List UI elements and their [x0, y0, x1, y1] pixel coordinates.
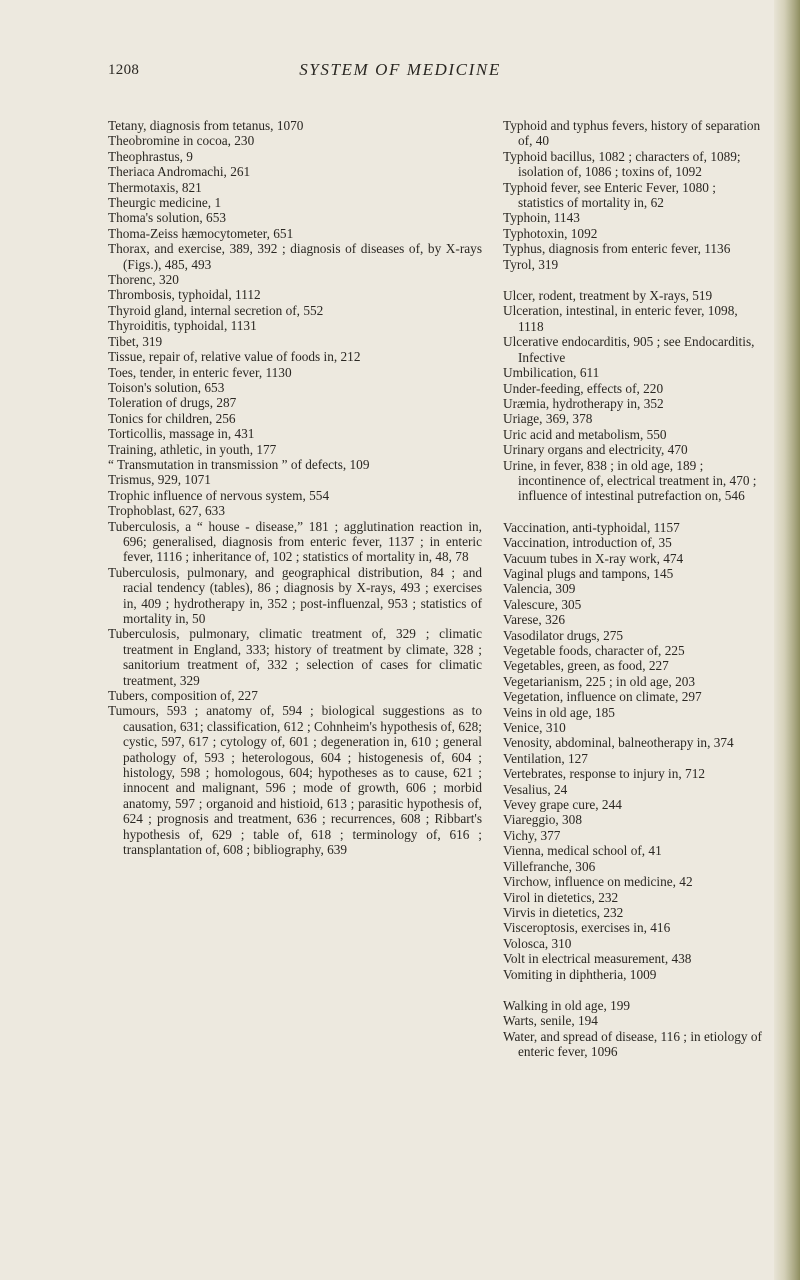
index-section [503, 998, 763, 1060]
index-entry: Viareggio, 308 [503, 812, 582, 828]
index-entry: “ Transmutation in transmission ” of defects, 109 [108, 456, 370, 472]
index-entry: Warts, senile, 194 [503, 1013, 598, 1029]
index-section [503, 288, 763, 504]
index-entry: Vegetables, green, as food, 227 [503, 658, 669, 674]
index-entry: Thrombosis, typhoidal, 1112 [108, 287, 261, 303]
index-column-right [503, 118, 763, 1076]
index-entry: Torticollis, massage in, 431 [108, 426, 255, 442]
index-entry: Tuberculosis, pulmonary, and geographical distribution, 84 ; and racial tendency (tables), 86 ; diagnosis by X-rays, 493 ; exercises in, 409 ; hydrotherapy in, 352 ; post-influenzal, 953 ; statistics of mortality in, 50 [108, 564, 482, 626]
index-entry: Volt in electrical measurement, 438 [503, 951, 692, 967]
index-entry: Ulcer, rodent, treatment by X-rays, 519 [503, 288, 713, 304]
index-entry: Vegetation, influence on climate, 297 [503, 689, 702, 705]
index-entry: Water, and spread of disease, 116 ; in etiology of enteric fever, 1096 [503, 1028, 762, 1060]
index-entry: Tissue, repair of, relative value of foods in, 212 [108, 349, 361, 365]
index-entry: Theobromine in cocoa, 230 [108, 133, 255, 149]
index-entry: Thyroid gland, internal secretion of, 552 [108, 302, 324, 318]
index-entry: Toison's solution, 653 [108, 379, 225, 395]
index-entry: Thorenc, 320 [108, 272, 179, 288]
index-entry: Vertebrates, response to injury in, 712 [503, 766, 705, 782]
index-entry: Trismus, 929, 1071 [108, 472, 211, 488]
index-entry: Valencia, 309 [503, 581, 576, 597]
index-entry: Typhus, diagnosis from enteric fever, 1136 [503, 241, 731, 257]
index-entry: Vasodilator drugs, 275 [503, 627, 624, 643]
index-entry: Training, athletic, in youth, 177 [108, 441, 277, 457]
index-entry: Ventilation, 127 [503, 750, 588, 766]
running-title: SYSTEM OF MEDICINE [299, 60, 501, 79]
index-entry: Vichy, 377 [503, 827, 561, 843]
index-entry: Toleration of drugs, 287 [108, 395, 237, 411]
index-entry: Varese, 326 [503, 612, 566, 628]
index-entry: Visceroptosis, exercises in, 416 [503, 920, 671, 936]
index-entry: Thorax, and exercise, 389, 392 ; diagnosis of diseases of, by X-rays (Figs.), 485, 493 [108, 241, 482, 272]
index-entry: Vaccination, anti-typhoidal, 1157 [503, 519, 680, 535]
index-entry: Typhoin, 1143 [503, 210, 580, 226]
index-section [108, 118, 482, 858]
index-section [503, 118, 763, 272]
index-entry: Tumours, 593 ; anatomy of, 594 ; biological suggestions as to causation, 631; classification, 612 ; Cohnheim's hypothesis of, 628; cystic, 597, 617 ; cytology of, 601 ; degeneration in, 610 ; general pathology of, 593 ; heterologous, 604 ; histogenesis of, 604 ; histology, 598 ; homologous, 604; hypotheses as to cause, 621 ; innocent and malignant, 596 ; mode of growth, 606 ; morbid anatomy, 597 ; organoid and histioid, 613 ; parasitic hypothesis of, 624 ; prognosis and treatment, 636 ; recurrences, 608 ; Ribbart's hypothesis of, 629 ; table of, 618 ; terminology of, 616 ; transplantation of, 608 ; bibliography, 639 [108, 703, 482, 858]
index-entry: Urine, in fever, 838 ; in old age, 189 ; incontinence of, electrical treatment in, 470 ; influence of intestinal putrefaction on, 546 [503, 457, 757, 504]
index-entry: Toes, tender, in enteric fever, 1130 [108, 364, 292, 380]
index-entry: Villefranche, 306 [503, 858, 596, 874]
index-entry: Typhoid and typhus fevers, history of separation of, 40 [503, 118, 761, 149]
index-entry: Vacuum tubes in X-ray work, 474 [503, 550, 684, 566]
index-entry: Vaginal plugs and tampons, 145 [503, 565, 674, 581]
index-entry: Veins in old age, 185 [503, 704, 615, 720]
index-entry: Trophoblast, 627, 633 [108, 503, 225, 519]
index-section [503, 520, 763, 982]
index-entry: Venosity, abdominal, balneotherapy in, 374 [503, 735, 734, 751]
index-entry: Vegetarianism, 225 ; in old age, 203 [503, 673, 696, 689]
index-entry: Tubers, composition of, 227 [108, 688, 258, 704]
index-entry: Vomiting in diphtheria, 1009 [503, 966, 657, 982]
index-entry: Volosca, 310 [503, 935, 572, 951]
index-entry: Thyroiditis, typhoidal, 1131 [108, 318, 257, 334]
index-entry: Virchow, influence on medicine, 42 [503, 874, 693, 890]
index-column-left [108, 118, 482, 858]
index-entry: Under-feeding, effects of, 220 [503, 380, 664, 396]
index-entry: Typhoid bacillus, 1082 ; characters of, 1089; isolation of, 1086 ; toxins of, 1092 [503, 148, 741, 180]
index-entry: Thoma-Zeiss hæmocytometer, 651 [108, 225, 294, 241]
index-entry: Vevey grape cure, 244 [503, 797, 622, 813]
index-entry: Uric acid and metabolism, 550 [503, 426, 667, 442]
page-edge-shadow [774, 0, 800, 1280]
index-entry: Typhotoxin, 1092 [503, 225, 598, 241]
index-entry: Typhoid fever, see Enteric Fever, 1080 ; statistics of mortality in, 62 [503, 179, 716, 211]
index-entry: Venice, 310 [503, 720, 566, 736]
index-entry: Vaccination, introduction of, 35 [503, 535, 672, 551]
index-entry: Virol in dietetics, 232 [503, 889, 619, 905]
index-entry: Trophic influence of nervous system, 554 [108, 487, 330, 503]
index-entry: Vegetable foods, character of, 225 [503, 643, 685, 658]
index-entry: Theriaca Andromachi, 261 [108, 164, 251, 180]
index-entry: Urinary organs and electricity, 470 [503, 442, 688, 458]
index-entry: Umbilication, 611 [503, 365, 600, 381]
index-entry: Thermotaxis, 821 [108, 179, 202, 195]
index-entry: Vesalius, 24 [503, 781, 568, 797]
index-entry: Tuberculosis, a “ house - disease,” 181 ; agglutination reaction in, 696; generalised, diagnosis from enteric fever, 1137 ; in enteric fever, 1116 ; inheritance of, 102 ; statistics of mortality in, 48, 78 [108, 518, 482, 565]
index-entry: Tyrol, 319 [503, 256, 559, 272]
index-entry: Virvis in dietetics, 232 [503, 904, 624, 920]
index-entry: Tetany, diagnosis from tetanus, 1070 [108, 118, 304, 133]
index-entry: Thoma's solution, 653 [108, 210, 227, 226]
index-entry: Uriage, 369, 378 [503, 411, 593, 427]
page-number: 1208 [108, 62, 140, 78]
index-entry: Theophrastus, 9 [108, 148, 193, 164]
index-entry: Ulcerative endocarditis, 905 ; see Endocarditis, Infective [503, 334, 755, 365]
index-entry: Walking in old age, 199 [503, 997, 631, 1013]
index-entry: Tibet, 319 [108, 333, 163, 349]
index-entry: Ulceration, intestinal, in enteric fever, 1098, 1118 [503, 303, 738, 334]
index-entry: Theurgic medicine, 1 [108, 195, 222, 211]
index-entry: Tonics for children, 256 [108, 410, 236, 426]
index-entry: Tuberculosis, pulmonary, climatic treatment of, 329 ; climatic treatment in England, 333; history of treatment by climate, 328 ; sanitorium treatment of, 332 ; selection of cases for climatic treatment, 329 [108, 626, 482, 688]
index-entry: Uræmia, hydrotherapy in, 352 [503, 395, 664, 411]
index-entry: Valescure, 305 [503, 596, 582, 612]
index-entry: Vienna, medical school of, 41 [503, 843, 662, 859]
